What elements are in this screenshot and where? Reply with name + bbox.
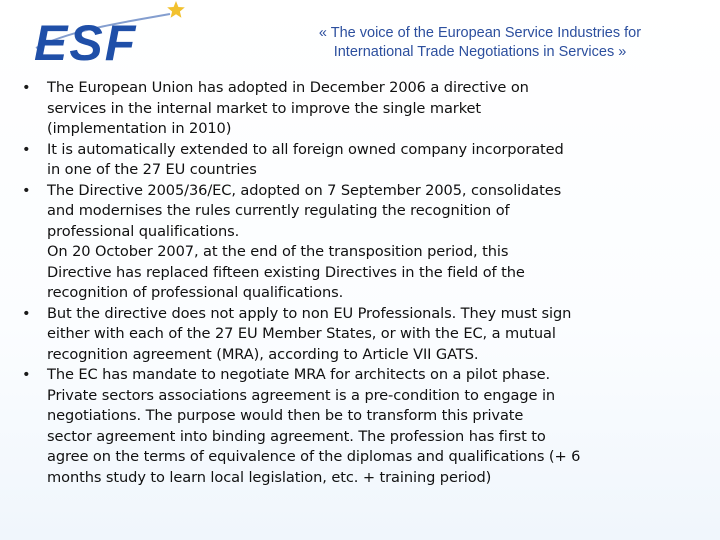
- text-line: But the directive does not apply to non EU Professionals. They must sign: [47, 304, 572, 322]
- bullet-list: [22, 78, 712, 488]
- tagline-line: International Trade Negotiations in Services »: [333, 44, 627, 60]
- bullet-item: [22, 304, 712, 366]
- bullet-text: [47, 78, 712, 140]
- esf-logo-graphic: [30, 0, 190, 68]
- esf-logo: [30, 0, 190, 68]
- bullet-item: [22, 140, 712, 181]
- bullet-item: [22, 365, 712, 488]
- bullet-icon: •: [22, 304, 31, 322]
- text-line: The Directive 2005/36/EC, adopted on 7 September 2005, consolidates: [47, 181, 562, 199]
- bullet-item: [22, 181, 712, 304]
- bullet-text: [47, 365, 712, 488]
- bullet-text: [47, 304, 712, 366]
- bullet-item: [22, 78, 712, 140]
- logo-text: ESF: [34, 15, 138, 68]
- tagline: [262, 24, 698, 62]
- bullet-text: [47, 181, 712, 304]
- text-line: either with each of the 27 EU Member States, or with the EC, a mutual: [47, 325, 556, 342]
- text-line: It is automatically extended to all foreign owned company incorporated: [47, 140, 564, 158]
- text-line: Private sectors associations agreement is a pre-condition to engage in: [47, 386, 556, 404]
- text-line: agree on the terms of equivalence of the diplomas and qualifications (+ 6: [47, 448, 581, 465]
- text-line: and modernises the rules currently regulating the recognition of: [47, 202, 510, 219]
- text-line: recognition of professional qualifications.: [47, 284, 344, 301]
- text-line: recognition agreement (MRA), according to Article VII GATS.: [47, 345, 479, 363]
- star-icon: [167, 1, 185, 18]
- bullet-icon: •: [22, 140, 31, 158]
- text-line: Directive has replaced fifteen existing Directives in the field of the: [47, 263, 525, 281]
- text-line: services in the internal market to improve the single market: [47, 99, 482, 117]
- bullet-icon: •: [22, 366, 31, 383]
- text-line: On 20 October 2007, at the end of the transposition period, this: [47, 243, 509, 260]
- text-line: The EC has mandate to negotiate MRA for architects on a pilot phase.: [47, 366, 551, 383]
- text-line: in one of the 27 EU countries: [47, 161, 257, 178]
- text-line: professional qualifications.: [47, 222, 240, 240]
- tagline-line: « The voice of the European Service Industries for: [318, 25, 642, 41]
- text-line: months study to learn local legislation, etc. + training period): [47, 468, 492, 486]
- text-line: sector agreement into binding agreement. The profession has first to: [47, 427, 546, 445]
- text-line: negotiations. The purpose would then be to transform this private: [47, 407, 524, 424]
- bullet-text: [47, 140, 712, 181]
- text-line: (implementation in 2010): [47, 120, 232, 137]
- bullet-icon: •: [22, 181, 31, 199]
- bullet-icon: •: [22, 79, 31, 96]
- text-line: The European Union has adopted in December 2006 a directive on: [47, 79, 529, 96]
